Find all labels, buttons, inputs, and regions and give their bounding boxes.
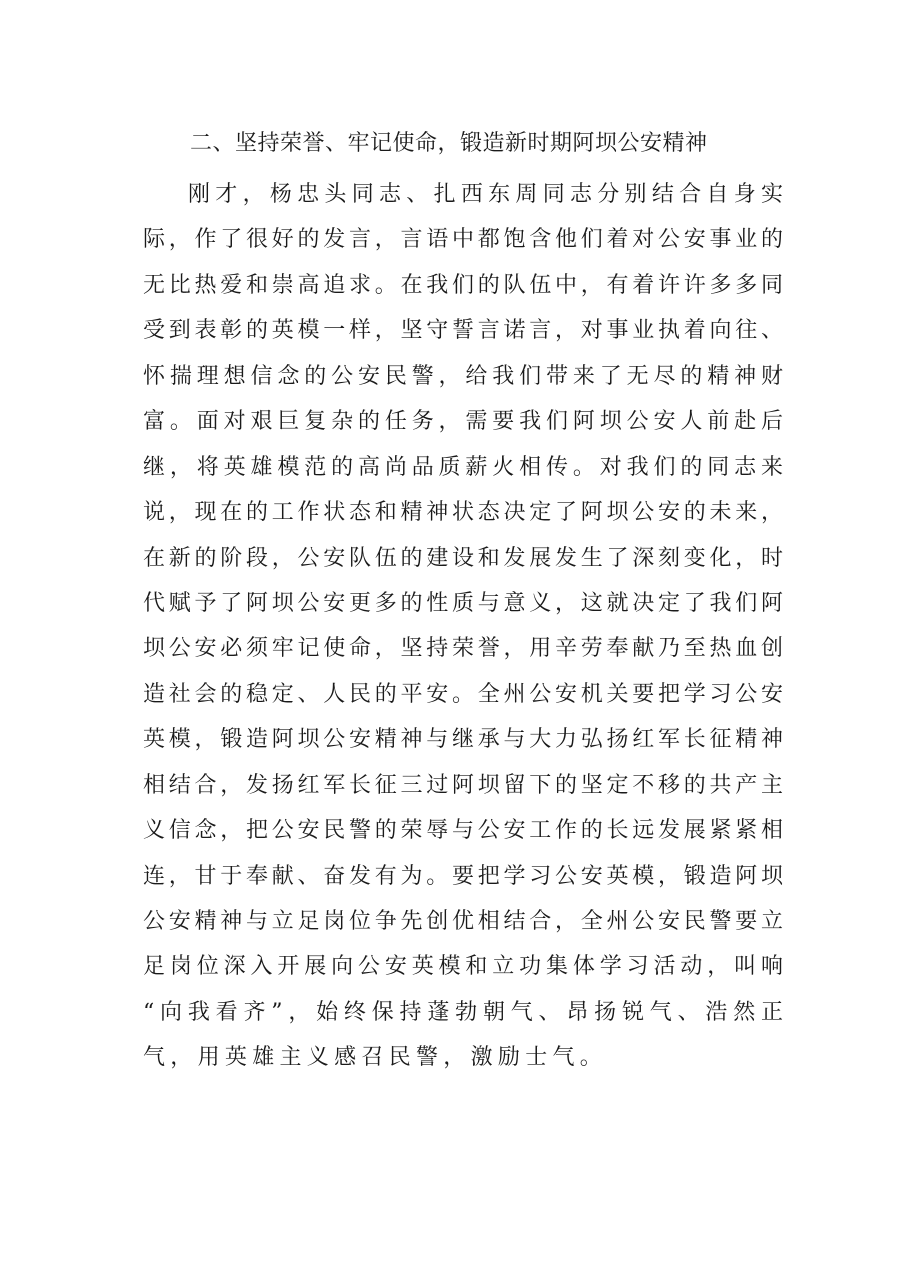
paragraph-line: “向我看齐”，始终保持蓬勃朝气、昂扬锐气、浩然正	[143, 999, 783, 1025]
body-paragraph	[143, 172, 783, 1081]
paragraph-line: 代赋予了阿坝公安更多的性质与意义，这就决定了我们阿	[143, 590, 783, 616]
paragraph-line: 际，作了很好的发言，言语中都饱含他们着对公安事业的	[143, 227, 783, 253]
paragraph-line: 怀揣理想信念的公安民警，给我们带来了无尽的精神财	[143, 363, 783, 389]
paragraph-line: 富。面对艰巨复杂的任务，需要我们阿坝公安人前赴后	[143, 409, 783, 435]
paragraph-line: 气，用英雄主义感召民警，激励士气。	[143, 1045, 608, 1071]
paragraph-line: 公安精神与立足岗位争先创优相结合，全州公安民警要立	[143, 909, 783, 934]
paragraph-line: 受到表彰的英模一样，坚守誓言诺言，对事业执着向往、	[143, 318, 783, 344]
paragraph-line: 义信念，把公安民警的荣辱与公安工作的长远发展紧紧相	[143, 818, 783, 844]
paragraph-line: 无比热爱和崇高追求。在我们的队伍中，有着许许多多同	[143, 272, 783, 298]
paragraph-line: 相结合，发扬红军长征三过阿坝留下的坚定不移的共产主	[143, 772, 783, 798]
paragraph-line: 坝公安必须牢记使命，坚持荣誉，用辛劳奉献乃至热血创	[143, 636, 783, 662]
paragraph-line: 连，甘于奉献、奋发有为。要把学习公安英模，锻造阿坝	[143, 863, 783, 889]
paragraph-line: 说，现在的工作状态和精神状态决定了阿坝公安的未来，	[143, 500, 783, 526]
section-heading: 二、坚持荣誉、牢记使命，锻造新时期阿坝公安精神	[190, 131, 708, 156]
paragraph-line: 英模，锻造阿坝公安精神与继承与大力弘扬红军长征精神	[143, 727, 783, 753]
paragraph-line: 刚才，杨忠头同志、扎西东周同志分别结合自身实	[188, 182, 783, 207]
paragraph-line: 继，将英雄模范的高尚品质薪火相传。对我们的同志来	[143, 454, 783, 480]
paragraph-line: 足岗位深入开展向公安英模和立功集体学习活动，叫响	[143, 954, 783, 980]
paragraph-line: 造社会的稳定、人民的平安。全州公安机关要把学习公安	[143, 681, 783, 707]
paragraph-line: 在新的阶段，公安队伍的建设和发展发生了深刻变化，时	[143, 545, 783, 571]
